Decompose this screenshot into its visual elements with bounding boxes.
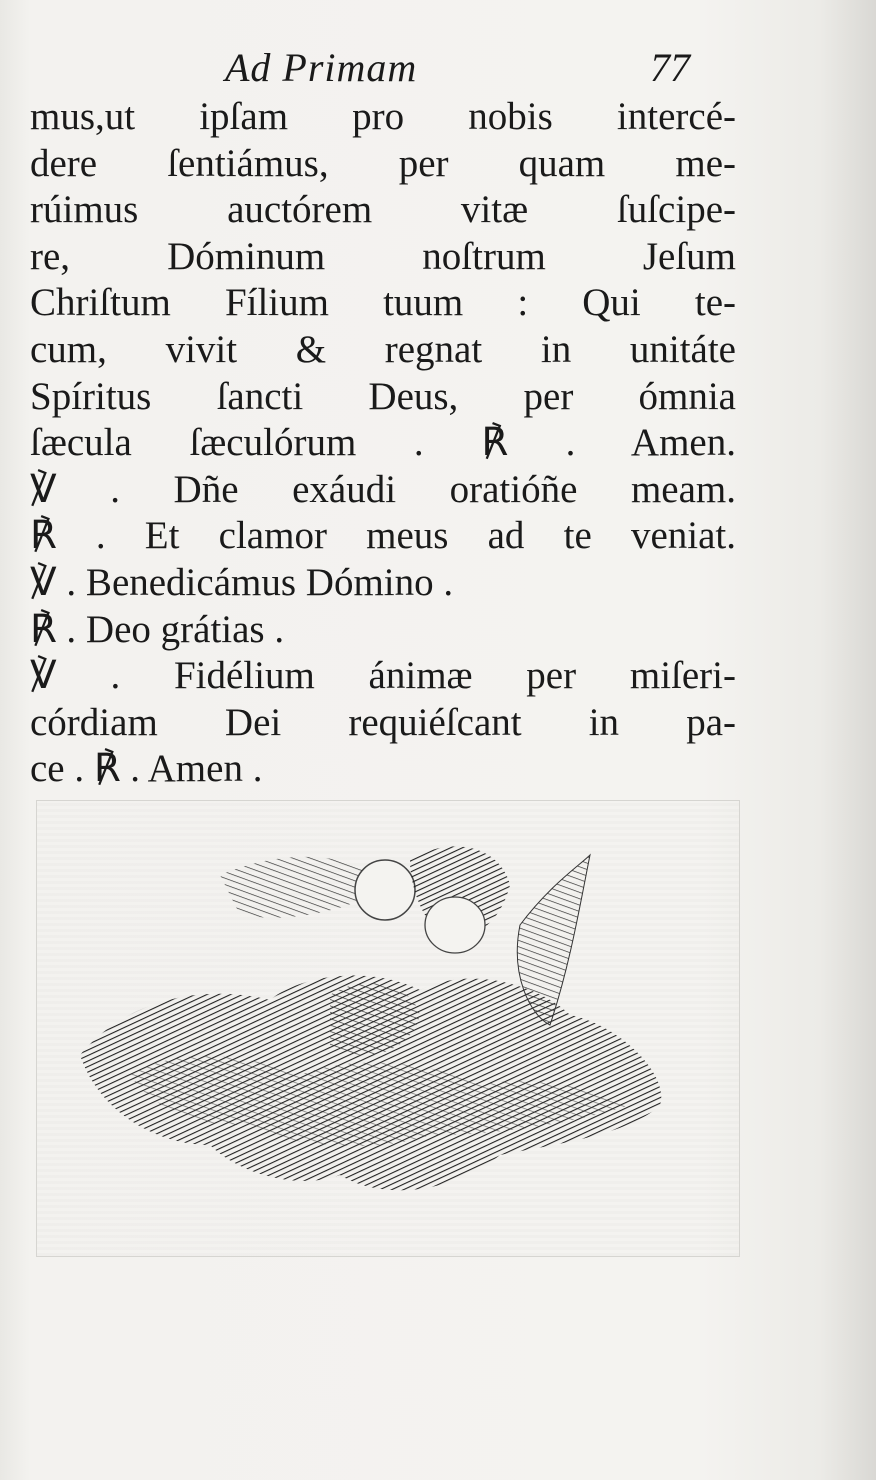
text-line: ℟ . Deo grátias .	[30, 607, 285, 651]
text-line: ce . ℟ . Amen .	[30, 747, 263, 791]
text-line: re, Dóminum noſtrum Jeſum	[30, 234, 736, 278]
text-line: mus,ut ipſam pro nobis intercé-	[30, 95, 736, 138]
text-line: Chriſtum Fílium tuum : Qui te-	[30, 281, 736, 325]
text-line: rúimus auctórem vitæ ſuſcipe-	[30, 188, 736, 232]
text-line: ℣ . Dñe exáudi oratióñe meam.	[30, 467, 736, 511]
text-line: ſæcula ſæculórum . ℟ . Amen.	[30, 421, 736, 465]
text-line: dere ſentiámus, per quam me-	[30, 141, 736, 185]
text-line: ℟ . Et clamor meus ad te veniat.	[30, 514, 736, 558]
body-text	[30, 94, 736, 793]
text-line: córdiam Dei requiéſcant in pa-	[30, 700, 736, 744]
cherub-engraving	[70, 815, 680, 1205]
text-line: cum, vivit & regnat in unitáte	[30, 327, 736, 371]
running-title: Ad Primam	[225, 45, 418, 90]
page-header	[0, 44, 876, 90]
text-line: ℣ . Fidélium ánimæ per miſeri-	[30, 654, 736, 698]
text-line: Spíritus ſancti Deus, per ómnia	[30, 374, 736, 418]
page-number: 77	[650, 45, 690, 90]
text-line: ℣ . Benedicámus Dómino .	[30, 560, 454, 604]
